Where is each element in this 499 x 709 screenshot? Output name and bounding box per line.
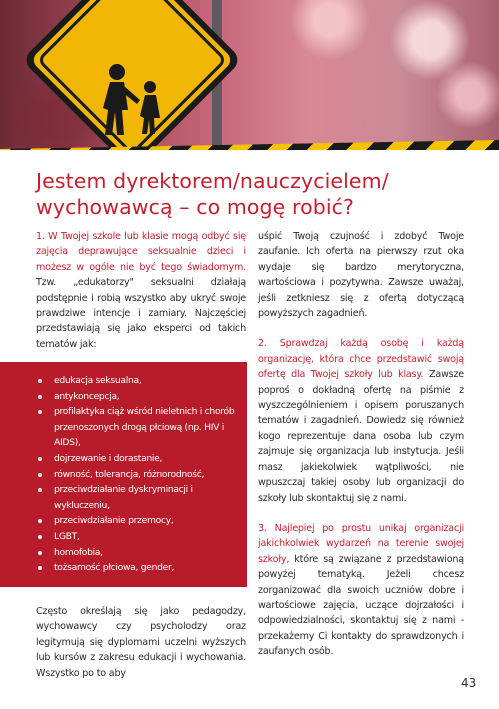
point-2-lead: 2. Sprawdzaj każdą osobę i każdą organizację, która chce przedstawić swoją ofertę dla Twojej szkoły lub klasy. <box>258 338 464 381</box>
point-2-body: Zawsze poproś o dokładną ofertę na piśmie z wyszczególnieniem i opisem poruszanych tematów i zagadnień. Dowiedz się również kogo reprezentuje dana osoba lub czym zajmuje się organizacja lub instytucja. Jeśli masz jakiekolwiek wątpliwości, nie wpuszczaj takiej osoby lub organizacji do szkoły lub skontaktuj się z nami. <box>258 369 464 504</box>
left-column-bottom <box>36 604 246 681</box>
list-item: edukacja seksualna, <box>36 373 239 389</box>
list-item: równość, tolerancja, różnorodność, <box>36 467 239 483</box>
list-item: LGBT, <box>36 529 239 545</box>
point-1-lead: 1. W Twojej szkole lub klasie mogą odbyć się zajęcia deprawujące seksualnie dzieci i możesz w ogóle nie być tego świadomym. <box>36 231 246 273</box>
list-item: antykoncepcja, <box>36 389 239 405</box>
list-item: dojrzewanie i dorastanie, <box>36 451 239 467</box>
right-column <box>258 229 464 660</box>
header-photo <box>0 0 499 150</box>
left-column-intro <box>36 229 246 352</box>
list-item: homofobia, <box>36 545 239 561</box>
page-number: 43 <box>461 676 477 690</box>
paragraph: Często określają się jako pedagodzy, wychowawcy czy psycholodzy oraz legitymują się dyplomami uczelni wyższych lub kursów z zakresu edukacji i wychowania. Wszystko po to aby <box>36 606 246 679</box>
list-item: przeciwdziałanie dyskryminacji i wykluczeniu, <box>36 482 239 513</box>
pedestrian-crossing-sign-icon <box>0 0 499 150</box>
point-3-body: które są związane z przedstawioną powyżej tematyką. Jeżeli chcesz zorganizować dla swoich uczniów dobre i wartościowe zajęcia, uczące dojrzałości i odpowiedzialności, skontaktuj się z nami - przekażemy Ci kontakty do sprawdzonych i zaufanych osób. <box>258 553 464 658</box>
topics-box <box>0 362 247 587</box>
topics-list <box>36 373 239 576</box>
point-3-lead: 3. Najlepiej po prostu unikaj organizacji jakichkolwiek wydarzeń na terenie swojej szkoły, <box>258 522 464 565</box>
page-title: Jestem dyrektorem/nauczycielem/ wychowawcą – co mogę robić? <box>36 169 389 219</box>
list-item: profilaktyka ciąż wśród nieletnich i chorób przenoszonych drogą płciową (np. HIV i AIDS), <box>36 404 239 451</box>
paragraph: uśpić Twoją czujność i zdobyć Twoje zaufanie. Ich oferta na pierwszy rzut oka wydaje się bardzo merytoryczna, wartościowa i pozytywna. Zawsze uważaj, jeśli zetkniesz się z ofertą dotyczącą powyższych zagadnień. <box>258 231 464 320</box>
list-item: przeciwdziałanie przemocy, <box>36 513 239 529</box>
list-item: tożsamość płciowa, gender, <box>36 560 239 576</box>
point-1-body: Tzw. „edukatorzy" seksualni działają podstępnie i robią wszystko aby ukryć swoje prawdziwe intencje i zamiary. Najczęściej przedstawiają się jako eksperci od takich tematów jak: <box>36 277 246 350</box>
